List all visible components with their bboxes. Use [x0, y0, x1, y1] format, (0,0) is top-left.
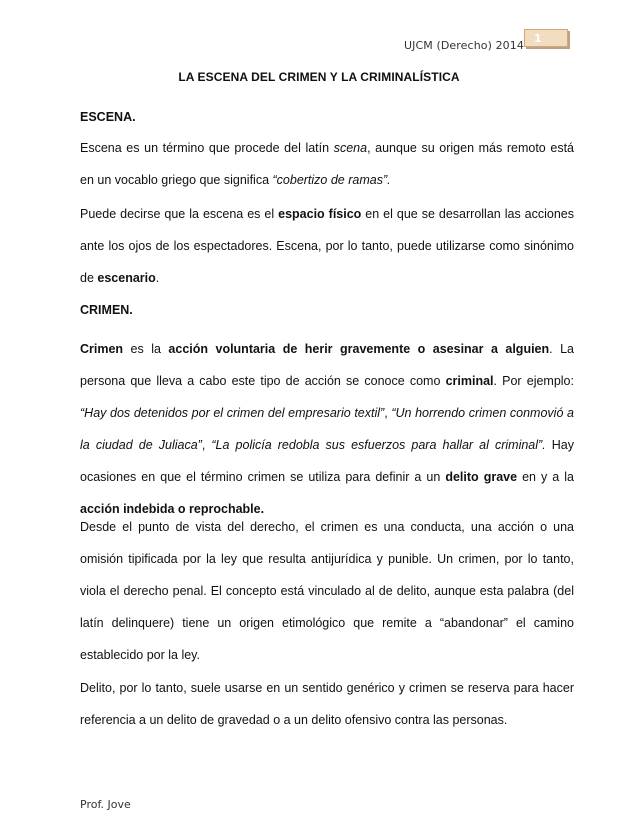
heading-escena: ESCENA.: [80, 110, 136, 124]
footer-author: Prof. Jove: [80, 798, 131, 811]
bold-term: acción voluntaria de herir gravemente o asesinar a alguien: [168, 342, 550, 356]
italic-quote: “La policía redobla sus esfuerzos para hallar al criminal”.: [211, 438, 546, 452]
text: .: [155, 271, 160, 285]
text: ,: [384, 406, 392, 420]
text: en y a la: [517, 470, 574, 484]
text: Puede decirse que la escena es el: [80, 207, 279, 221]
text: es la: [123, 342, 169, 356]
text: . La persona que lleva a cabo este tipo de acción se conoce como: [80, 342, 574, 388]
heading-crimen: CRIMEN.: [80, 303, 133, 317]
text: Hay ocasiones en que el término crimen se utiliza para definir a un: [80, 438, 575, 484]
paragraph-crimen-definition: [80, 333, 574, 525]
document-title: LA ESCENA DEL CRIMEN Y LA CRIMINALÍSTICA: [178, 70, 460, 84]
text: , aunque su origen más remoto está en un vocablo griego que significa: [80, 141, 574, 187]
page-number-badge: 1: [524, 29, 568, 47]
text: en el que se desarrollan las acciones ante los ojos de los espectadores. Escena, por lo tanto, puede utilizarse como sinónimo de: [80, 207, 575, 285]
text: . Por ejemplo:: [493, 374, 574, 388]
paragraph-delito: Delito, por lo tanto, suele usarse en un sentido genérico y crimen se reserva para hacer referencia a un delito de gravedad o a un delito ofensivo contra las personas.: [80, 681, 574, 727]
text: Escena es un término que procede del latín: [80, 141, 334, 155]
paragraph-escena-definition: [80, 132, 574, 196]
bold-term: criminal: [445, 374, 494, 388]
running-header: UJCM (Derecho) 2014: [404, 39, 524, 52]
italic-term: scena: [333, 141, 368, 155]
italic-quote: “cobertizo de ramas”.: [272, 173, 391, 187]
text: ,: [201, 438, 212, 452]
paragraph-crimen-law: Desde el punto de vista del derecho, el crimen es una conducta, una acción o una omisión tipificada por la ley que resulta antijurídica y punible. Un crimen, por lo tanto, viola el derecho penal. El concepto está vinculado al de delito, aunque esta palabra (del latín delinquere) tiene un origen etimológico que remite a “abandonar” el camino establecido por la ley.: [80, 520, 574, 662]
italic-quote: “Un horrendo crimen conmovió a la ciudad de Juliaca”: [80, 406, 574, 452]
italic-quote: “Hay dos detenidos por el crimen del empresario textil”: [80, 406, 385, 420]
bold-term: escenario: [97, 271, 156, 285]
bold-term: acción indebida o reprochable.: [80, 502, 265, 516]
bold-term: delito grave: [445, 470, 518, 484]
paragraph-escena-space: [80, 198, 574, 294]
bold-term: Crimen: [80, 342, 124, 356]
bold-term: espacio físico: [278, 207, 362, 221]
